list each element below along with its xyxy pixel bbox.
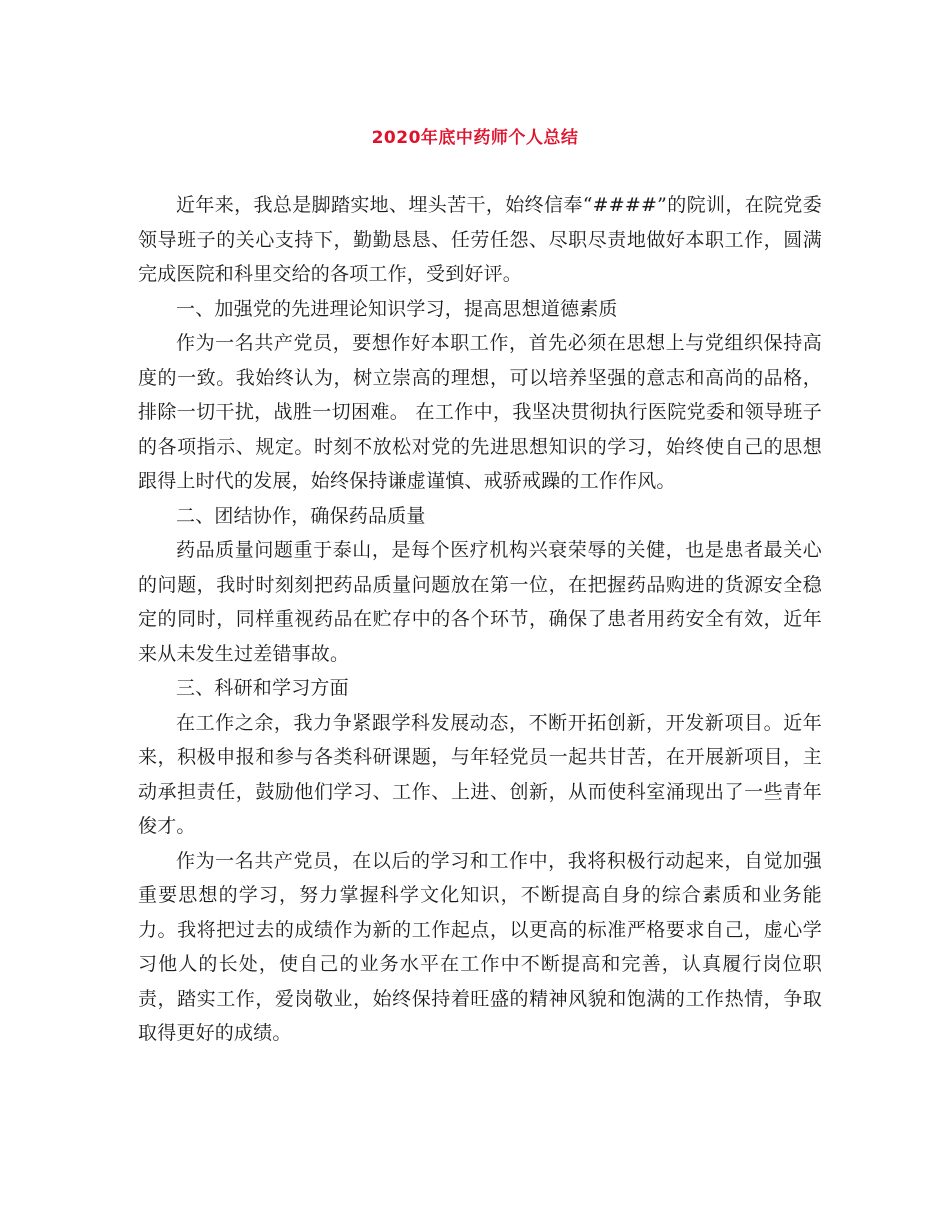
section-heading-2: 二、团结协作，确保药品质量 <box>176 504 426 527</box>
paragraph-section-1: 作为一名共产党员，要想作好本职工作，首先必须在思想上与党组织保持高度的一致。我始终认为，树立崇高的理想，可以培养坚强的意志和高尚的品格，排除一切干扰，战胜一切困难。 在工作中，我坚决贯彻执行医院党委和领导班子的各项指示、规定。时刻不放松对党的先进思想知识的学习，始终使自己的思想跟得上时代的发展，始终保持谦虚谨慎、戒骄戒躁的工作作风。 <box>138 332 822 492</box>
section-heading-3: 三、科研和学习方面 <box>176 677 349 699</box>
paragraph-conclusion: 作为一名共产党员，在以后的学习和工作中，我将积极行动起来，自觉加强重要思想的学习，努力掌握科学文化知识，不断提高自身的综合素质和业务能力。我将把过去的成绩作为新的工作起点，以更高的标准严格要求自己，虚心学习他人的长处，使自己的业务水平在工作中不断提高和完善，认真履行岗位职责，踏实工作，爱岗敬业，始终保持着旺盛的精神风貌和饱满的工作热情，争取取得更好的成绩。 <box>138 849 822 1044</box>
paragraph-intro: 近年来，我总是脚踏实地、埋头苦干，始终信奉“####”的院训，在院党委领导班子的关心支持下，勤勤恳恳、任劳任怨、尽职尽责地做好本职工作，圆满完成医院和科里交给的各项工作，受到好评。 <box>138 194 822 285</box>
document-title: 2020年底中药师个人总结 <box>371 128 579 148</box>
paragraph-section-3: 在工作之余，我力争紧跟学科发展动态，不断开拓创新，开发新项目。近年来，积极申报和参与各类科研课题，与年轻党员一起共甘苦，在开展新项目，主动承担责任，鼓励他们学习、工作、上进、创新，从而使科室涌现出了一些青年俊才。 <box>138 711 822 837</box>
paragraph-section-2: 药品质量问题重于泰山，是每个医疗机构兴衰荣辱的关健，也是患者最关心的问题，我时时刻刻把药品质量问题放在第一位，在把握药品购进的货源安全稳定的同时，同样重视药品在贮存中的各个环节，确保了患者用药安全有效，近年来从未发生过差错事故。 <box>138 539 822 665</box>
document-body <box>138 188 822 1051</box>
section-heading-1: 一、加强党的先进理论知识学习，提高思想道德素质 <box>176 297 618 320</box>
